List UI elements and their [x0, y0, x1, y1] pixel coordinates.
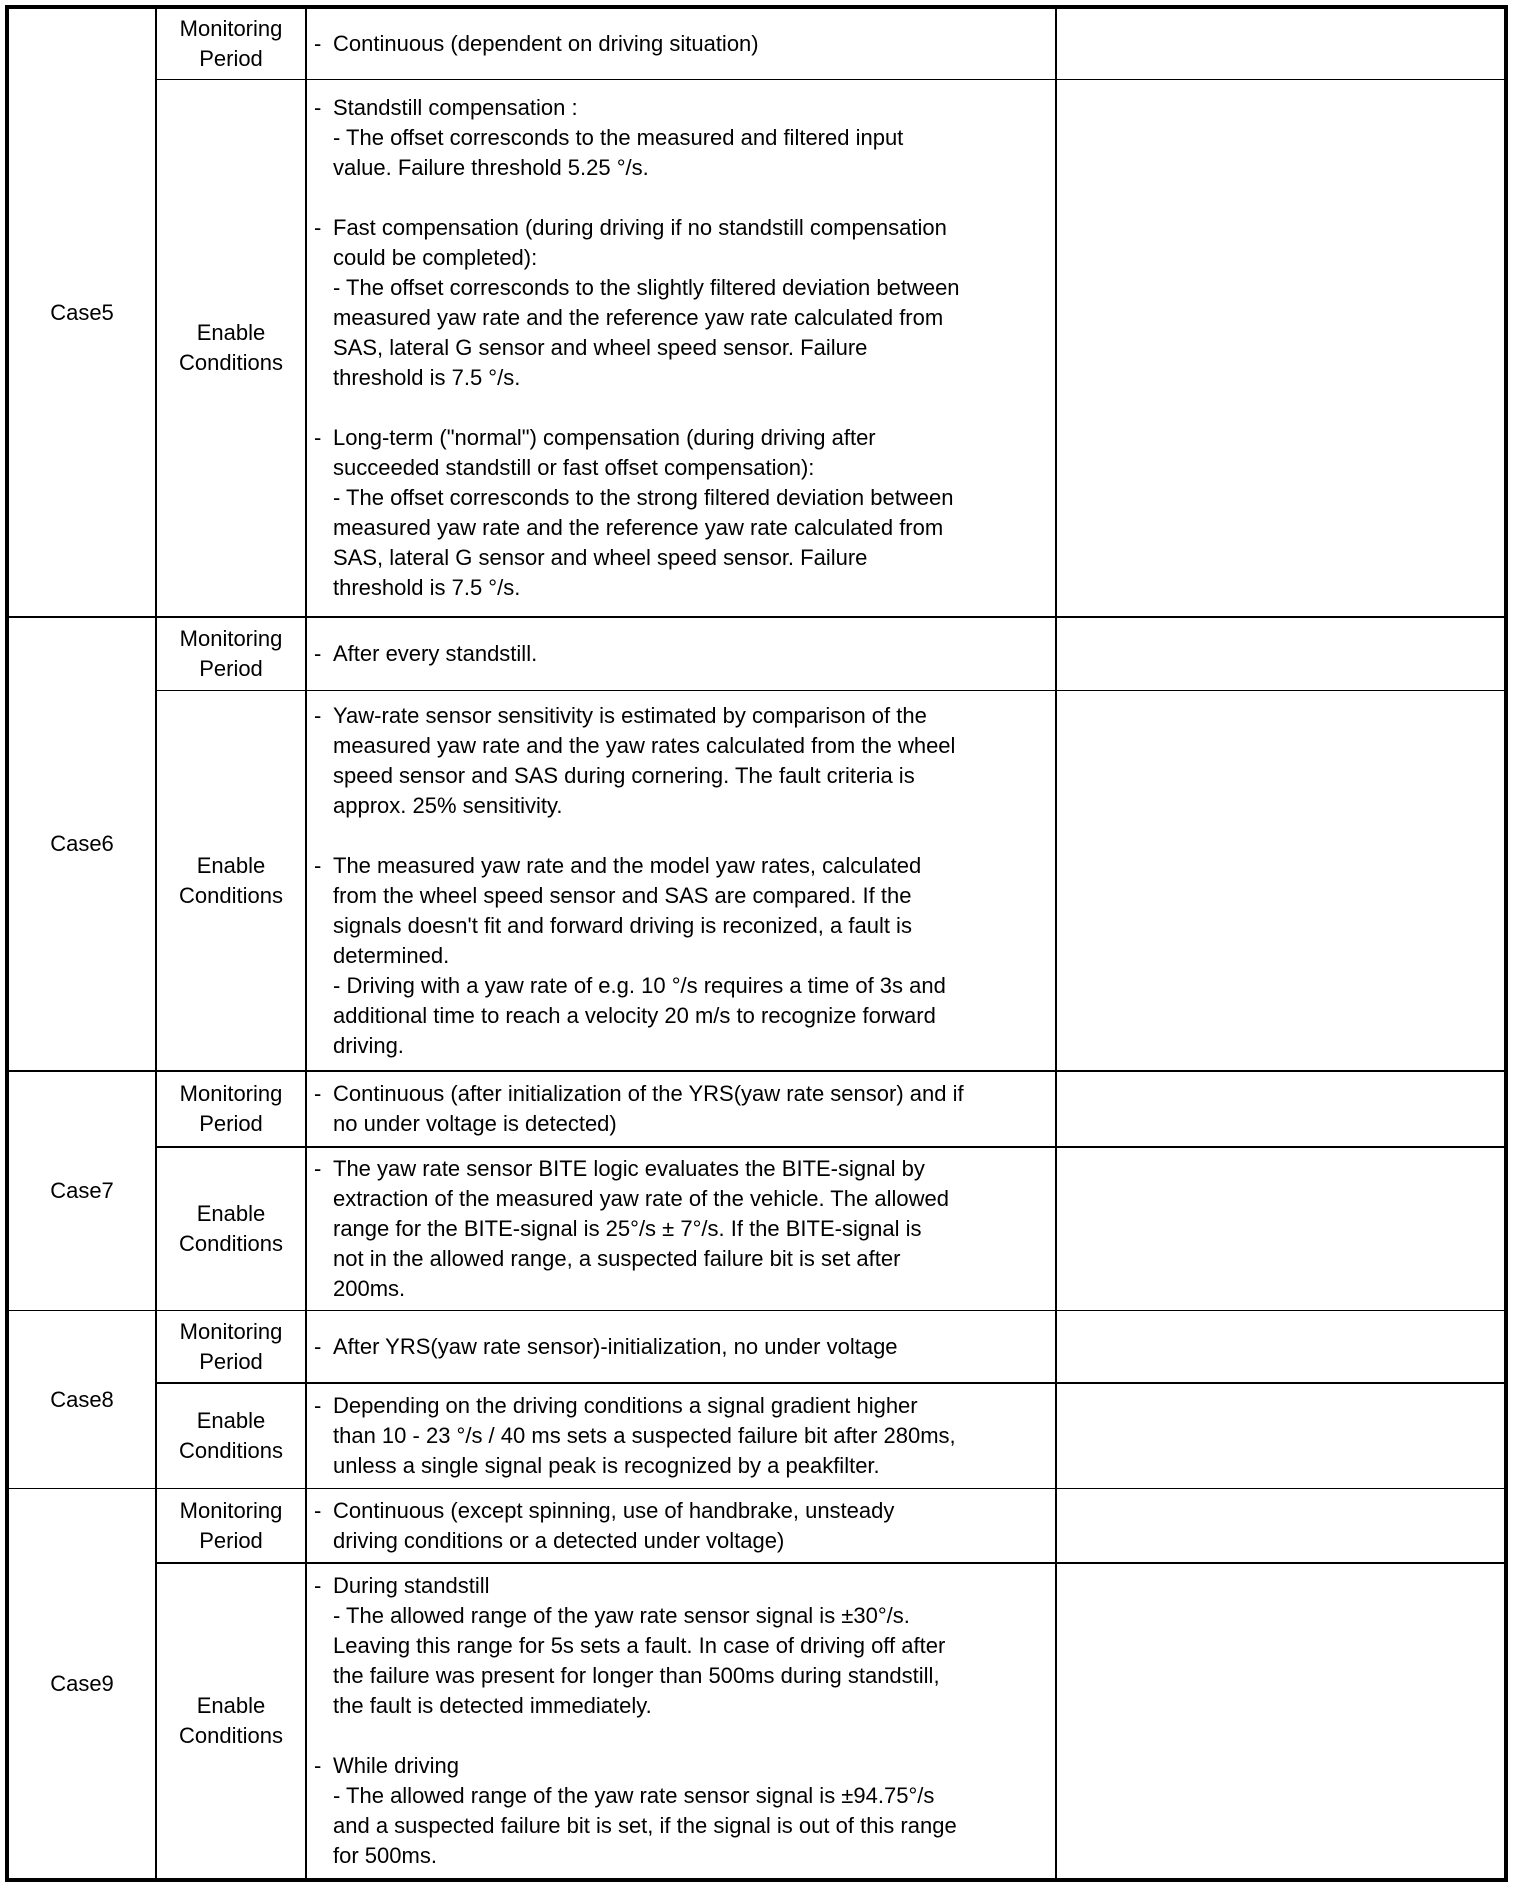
text-line: no under voltage is detected)	[333, 1111, 617, 1136]
bullet-item	[314, 1079, 1051, 1139]
text-line: After YRS(yaw rate sensor)-initialization, no under voltage	[333, 1333, 898, 1359]
label-line: Conditions	[179, 350, 283, 375]
bullet-dash: -	[314, 1081, 322, 1106]
text-line: value. Failure threshold 5.25 °/s.	[333, 155, 649, 180]
bullet-dash: -	[314, 425, 322, 450]
case-name: Case6	[50, 831, 114, 856]
text-line: threshold is 7.5 °/s.	[333, 365, 521, 390]
bullet-dash: -	[314, 1393, 322, 1418]
bullet-dash: -	[314, 95, 322, 120]
text-line: additional time to reach a velocity 20 m/s to recognize forward	[333, 1002, 936, 1028]
text-line: measured yaw rate and the yaw rates calculated from the wheel	[333, 732, 956, 758]
text-line: - The allowed range of the yaw rate sensor signal is ±30°/s.	[333, 1603, 910, 1628]
text-line: SAS, lateral G sensor and wheel speed sensor. Failure	[333, 545, 868, 570]
enable-conditions-label	[157, 1148, 305, 1310]
text-line: threshold is 7.5 °/s.	[333, 575, 521, 600]
text-line: driving.	[333, 1032, 404, 1058]
text-line: speed sensor and SAS during cornering. The fault criteria is	[333, 762, 915, 788]
monitoring-period-label	[157, 1072, 305, 1146]
text-line: unless a single signal peak is recognized by a peakfilter.	[333, 1453, 880, 1478]
bullet-item	[314, 851, 1051, 1061]
case-label	[9, 1489, 155, 1878]
bullet-dash: -	[314, 1573, 322, 1598]
bullet-dash: -	[314, 852, 322, 878]
column-divider	[1055, 9, 1057, 1878]
case-label	[9, 9, 155, 616]
text-line: Long-term ("normal") compensation (during driving after	[333, 425, 876, 450]
text-line: measured yaw rate and the reference yaw rate calculated from	[333, 305, 944, 330]
bullet-item	[314, 1496, 1051, 1556]
bullet-dash: -	[314, 702, 322, 728]
monitoring-period-text	[307, 1072, 1055, 1146]
text-line: The yaw rate sensor BITE logic evaluates the BITE-signal by	[333, 1156, 925, 1181]
bullet-dash: -	[314, 641, 322, 666]
bullet-item	[314, 423, 1051, 603]
text-line: measured yaw rate and the reference yaw rate calculated from	[333, 515, 944, 540]
bullet-item	[314, 1332, 1051, 1362]
bullet-dash: -	[314, 1333, 322, 1359]
bullet-item	[314, 93, 1051, 183]
case-name: Case5	[50, 299, 114, 325]
label-line: Enable	[196, 1693, 266, 1718]
label-line: Period	[199, 46, 263, 71]
monitoring-period-text	[307, 9, 1055, 79]
text-line: Continuous (dependent on driving situation)	[333, 31, 759, 56]
text-line: - Driving with a yaw rate of e.g. 10 °/s requires a time of 3s and	[333, 972, 946, 998]
label-line: Period	[199, 656, 263, 681]
text-line: approx. 25% sensitivity.	[333, 792, 563, 818]
text-line: signals doesn't fit and forward driving is reconized, a fault is	[333, 912, 912, 938]
text-line: The measured yaw rate and the model yaw rates, calculated	[333, 852, 922, 878]
label-line: Enable	[196, 320, 266, 345]
text-line: not in the allowed range, a suspected failure bit is set after	[333, 1246, 901, 1271]
text-line: - The offset corresconds to the slightly filtered deviation between	[333, 275, 960, 300]
text-line: range for the BITE-signal is 25°/s ± 7°/s. If the BITE-signal is	[333, 1216, 922, 1241]
bullet-item	[314, 1391, 1051, 1481]
text-line: than 10 - 23 °/s / 40 ms sets a suspected failure bit after 280ms,	[333, 1423, 956, 1448]
diagnostic-table	[5, 5, 1508, 1882]
label-line: Period	[199, 1111, 263, 1136]
text-line: - The offset corresconds to the measured and filtered input	[333, 125, 904, 150]
label-line: Period	[199, 1348, 263, 1374]
text-line: the fault is detected immediately.	[333, 1693, 652, 1718]
enable-conditions-text	[307, 1384, 1055, 1488]
bullet-dash: -	[314, 215, 322, 240]
label-line: Conditions	[179, 1231, 283, 1256]
text-line: 200ms.	[333, 1276, 406, 1301]
bullet-dash: -	[314, 31, 322, 56]
bullet-dash: -	[314, 1753, 322, 1778]
bullet-item	[314, 213, 1051, 393]
label-line: Monitoring	[179, 626, 283, 651]
enable-conditions-label	[157, 691, 305, 1070]
text-line: - The allowed range of the yaw rate sensor signal is ±94.75°/s	[333, 1783, 935, 1808]
text-line: During standstill	[333, 1573, 490, 1598]
monitoring-period-label	[157, 9, 305, 79]
text-line: Fast compensation (during driving if no standstill compensation	[333, 215, 947, 240]
bullet-item	[314, 1751, 1051, 1871]
text-line: While driving	[333, 1753, 459, 1778]
text-line: extraction of the measured yaw rate of the vehicle. The allowed	[333, 1186, 949, 1211]
bullet-dash: -	[314, 1156, 322, 1181]
enable-conditions-text	[307, 1148, 1055, 1310]
label-line: Conditions	[179, 1723, 283, 1748]
text-line: could be completed):	[333, 245, 538, 270]
text-line: succeeded standstill or fast offset compensation):	[333, 455, 815, 480]
enable-conditions-text	[307, 1564, 1055, 1878]
text-line: Continuous (after initialization of the YRS(yaw rate sensor) and if	[333, 1081, 964, 1106]
case-label	[9, 618, 155, 1070]
text-line: from the wheel speed sensor and SAS are compared. If the	[333, 882, 912, 908]
bullet-dash: -	[314, 1497, 322, 1523]
text-line: determined.	[333, 942, 450, 968]
enable-conditions-label	[157, 1384, 305, 1488]
enable-conditions-label	[157, 1564, 305, 1878]
case-name: Case7	[50, 1178, 114, 1203]
text-line: After every standstill.	[333, 641, 538, 666]
text-line: the failure was present for longer than 500ms during standstill,	[333, 1663, 940, 1688]
case-label	[9, 1311, 155, 1488]
text-line: Standstill compensation :	[333, 95, 578, 120]
monitoring-period-text	[307, 1311, 1055, 1382]
bullet-item	[314, 701, 1051, 821]
text-line: SAS, lateral G sensor and wheel speed sensor. Failure	[333, 335, 868, 360]
enable-conditions-label	[157, 80, 305, 616]
case-name: Case9	[50, 1670, 114, 1696]
label-line: Conditions	[179, 882, 283, 908]
bullet-item	[314, 1154, 1051, 1304]
monitoring-period-label	[157, 1311, 305, 1382]
monitoring-period-text	[307, 1489, 1055, 1562]
bullet-item	[314, 1571, 1051, 1721]
text-line: driving conditions or a detected under voltage)	[333, 1527, 785, 1553]
label-line: Monitoring	[179, 1497, 283, 1523]
text-line: for 500ms.	[333, 1843, 437, 1868]
label-line: Period	[199, 1527, 263, 1553]
case-label	[9, 1072, 155, 1310]
text-line: Depending on the driving conditions a signal gradient higher	[333, 1393, 918, 1418]
bullet-item	[314, 639, 1051, 669]
label-line: Enable	[196, 852, 266, 878]
text-line: Continuous (except spinning, use of handbrake, unsteady	[333, 1497, 895, 1523]
case-name: Case8	[50, 1386, 114, 1412]
label-line: Enable	[196, 1408, 266, 1433]
monitoring-period-text	[307, 618, 1055, 690]
text-line: Leaving this range for 5s sets a fault. In case of driving off after	[333, 1633, 946, 1658]
text-line: Yaw-rate sensor sensitivity is estimated by comparison of the	[333, 702, 927, 728]
label-line: Monitoring	[179, 1318, 283, 1344]
text-line: - The offset corresconds to the strong filtered deviation between	[333, 485, 954, 510]
bullet-item	[314, 29, 1051, 59]
label-line: Enable	[196, 1201, 266, 1226]
enable-conditions-text	[307, 80, 1055, 616]
monitoring-period-label	[157, 1489, 305, 1562]
label-line: Monitoring	[179, 16, 283, 41]
label-line: Conditions	[179, 1438, 283, 1463]
enable-conditions-text	[307, 691, 1055, 1070]
monitoring-period-label	[157, 618, 305, 690]
label-line: Monitoring	[179, 1081, 283, 1106]
text-line: and a suspected failure bit is set, if the signal is out of this range	[333, 1813, 957, 1838]
